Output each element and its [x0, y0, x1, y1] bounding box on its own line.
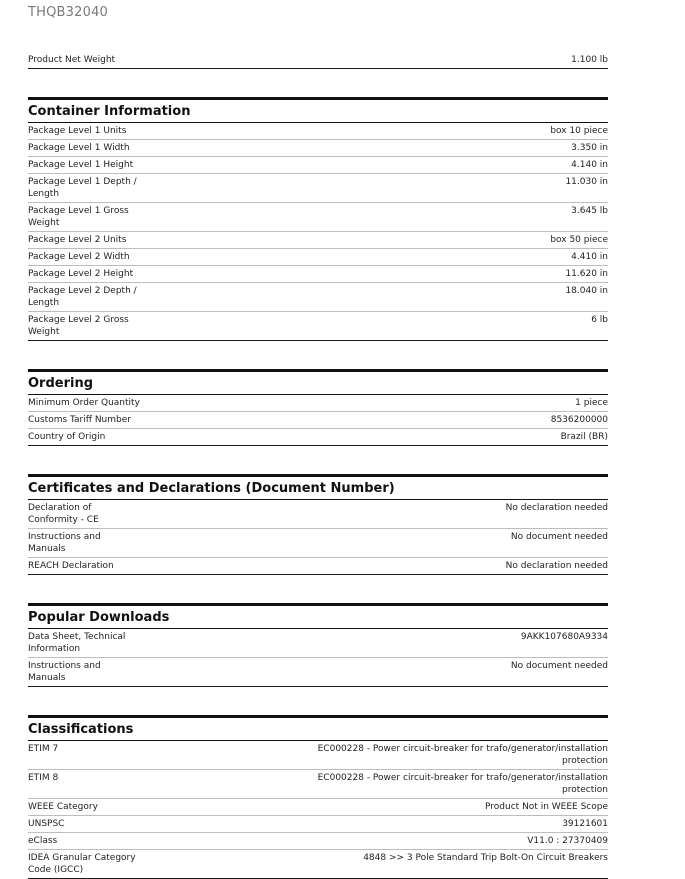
row-label: IDEA Granular Category Code (IGCC)	[28, 853, 136, 875]
row-label: ETIM 8	[28, 773, 59, 783]
row-label: Package Level 1 Width	[28, 143, 130, 153]
row-label: Package Level 2 Units	[28, 235, 127, 245]
table-row	[28, 174, 608, 203]
table-row	[28, 833, 608, 850]
table-row	[28, 429, 608, 446]
row-label: REACH Declaration	[28, 561, 114, 571]
row-value: box 10 piece	[550, 126, 608, 136]
row-value: 9AKK107680A9334	[520, 632, 608, 642]
table-row	[28, 395, 608, 412]
row-value: 8536200000	[550, 415, 608, 425]
row-label: Package Level 2 Width	[28, 252, 130, 262]
row-value: No declaration needed	[505, 561, 608, 571]
table-row	[28, 157, 608, 174]
table-row	[28, 816, 608, 833]
row-value: 18.040 in	[565, 286, 608, 296]
row-value: box 50 piece	[550, 235, 608, 245]
table-row	[28, 266, 608, 283]
row-value: 1.100 lb	[571, 55, 608, 65]
row-label: Package Level 1 Height	[28, 160, 134, 170]
row-label: Package Level 2 Height	[28, 269, 134, 279]
row-value: 6 lb	[591, 315, 608, 325]
row-label: Minimum Order Quantity	[28, 398, 140, 408]
table-row	[28, 558, 608, 575]
row-label: Instructions and Manuals	[28, 532, 101, 554]
row-label: Package Level 1 Units	[28, 126, 127, 136]
spec-content	[28, 52, 608, 879]
table-row	[28, 412, 608, 429]
table-row	[28, 629, 608, 658]
row-value: Brazil (BR)	[560, 432, 608, 442]
table-row	[28, 799, 608, 816]
row-value: 39121601	[562, 819, 608, 829]
section-heading: Popular Downloads	[28, 603, 608, 629]
row-value: EC000228 - Power circuit-breaker for trafo/generator/installation protection	[317, 744, 608, 766]
section-heading: Container Information	[28, 97, 608, 123]
row-label: Instructions and Manuals	[28, 661, 101, 683]
ordering-section	[28, 369, 608, 446]
row-label: eClass	[28, 836, 58, 846]
table-row	[28, 232, 608, 249]
weight-section	[28, 52, 608, 69]
row-label: Customs Tariff Number	[28, 415, 131, 425]
section-heading: Ordering	[28, 369, 608, 395]
row-value: EC000228 - Power circuit-breaker for trafo/generator/installation protection	[317, 773, 608, 795]
table-row	[28, 283, 608, 312]
row-label: Data Sheet, Technical Information	[28, 632, 126, 654]
row-value: No declaration needed	[505, 503, 608, 513]
downloads-section	[28, 603, 608, 687]
section-heading: Classifications	[28, 715, 608, 741]
table-row	[28, 140, 608, 157]
certificates-section	[28, 474, 608, 575]
row-value: 3.350 in	[571, 143, 608, 153]
row-label: Country of Origin	[28, 432, 106, 442]
classifications-section	[28, 715, 608, 879]
row-label: Declaration of Conformity - CE	[28, 503, 99, 525]
table-row	[28, 500, 608, 529]
table-row	[28, 770, 608, 799]
row-value: V11.0 : 27370409	[527, 836, 608, 846]
document-id: THQB32040	[28, 5, 109, 20]
row-label: ETIM 7	[28, 744, 59, 754]
row-value: 1 piece	[575, 398, 608, 408]
table-row	[28, 52, 608, 69]
row-label: Package Level 1 Gross Weight	[28, 206, 129, 228]
row-label: Package Level 2 Gross Weight	[28, 315, 129, 337]
section-heading: Certificates and Declarations (Document Number)	[28, 474, 608, 500]
table-row	[28, 249, 608, 266]
row-value: 3.645 lb	[571, 206, 608, 216]
row-value: 4.140 in	[571, 160, 608, 170]
row-value: 11.030 in	[565, 177, 608, 187]
row-value: Product Not in WEEE Scope	[485, 802, 608, 812]
row-label: Package Level 2 Depth / Length	[28, 286, 137, 308]
table-row	[28, 741, 608, 770]
table-row	[28, 123, 608, 140]
row-value: No document needed	[510, 661, 608, 671]
row-label: Product Net Weight	[28, 55, 116, 65]
row-value: 4848 >> 3 Pole Standard Trip Bolt-On Circuit Breakers	[363, 853, 608, 863]
row-value: No document needed	[510, 532, 608, 542]
row-label: Package Level 1 Depth / Length	[28, 177, 137, 199]
container-section	[28, 97, 608, 341]
row-value: 4.410 in	[571, 252, 608, 262]
table-row	[28, 658, 608, 687]
row-value: 11.620 in	[565, 269, 608, 279]
table-row	[28, 203, 608, 232]
table-row	[28, 529, 608, 558]
row-label: WEEE Category	[28, 802, 98, 812]
row-label: UNSPSC	[28, 819, 65, 829]
table-row	[28, 312, 608, 341]
